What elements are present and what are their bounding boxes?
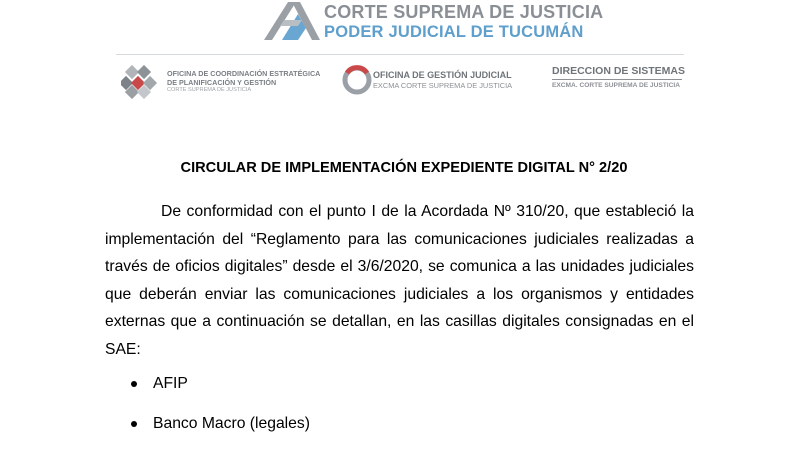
ocep-logo-line2: DE PLANIFICACIÓN Y GESTIÓN (167, 78, 277, 87)
ocep-logo-line3: CORTE SUPREMA DE JUSTICIA (167, 87, 252, 93)
ds-logo-line1: DIRECCION DE SISTEMAS (552, 65, 686, 77)
entities-list (105, 374, 694, 454)
court-emblem-icon (262, 0, 322, 42)
bullet-icon (131, 381, 137, 387)
ocep-logo (121, 65, 331, 99)
ring-icon (342, 64, 372, 96)
entity-name: AFIP (153, 375, 188, 392)
document-title: CIRCULAR DE IMPLEMENTACIÓN EXPEDIENTE DIGITAL N° 2/20 (180, 160, 628, 176)
list-item (105, 374, 694, 414)
court-subtitle: PODER JUDICIAL DE TUCUMÁN (324, 23, 584, 41)
ocep-logo-line1: OFICINA DE COORDINACIÓN ESTRATÉGICA (167, 69, 321, 78)
court-header (258, 0, 604, 44)
ds-logo-rule (552, 79, 682, 80)
ds-logo (548, 64, 688, 94)
document-paragraph: De conformidad con el punto I de la Acordada Nº 310/20, que estableció la implementación del “Reglamento para las comunicaciones judiciales realizadas a través de oficios digitales” desde el 3/6/2020, se comunica a las unidades judiciales que deberán enviar las comunicaciones judiciales a los organismos y entidades externas que a continuación se detallan, en las casillas digitales consignadas en el SAE: (105, 203, 694, 358)
ogj-logo-line2: EXCMA CORTE SUPREMA DE JUSTICIA (373, 81, 513, 90)
ds-logo-line2: EXCMA. CORTE SUPREMA DE JUSTICIA (552, 82, 680, 89)
bullet-icon (131, 421, 137, 427)
header-divider (116, 54, 684, 55)
list-item (105, 414, 694, 454)
entity-name: Banco Macro (legales) (153, 415, 310, 432)
ogj-logo (342, 64, 522, 100)
ogj-logo-line1: OFICINA DE GESTIÓN JUDICIAL (373, 70, 512, 80)
puzzle-icon (121, 65, 161, 99)
court-title: CORTE SUPREMA DE JUSTICIA (324, 2, 604, 22)
